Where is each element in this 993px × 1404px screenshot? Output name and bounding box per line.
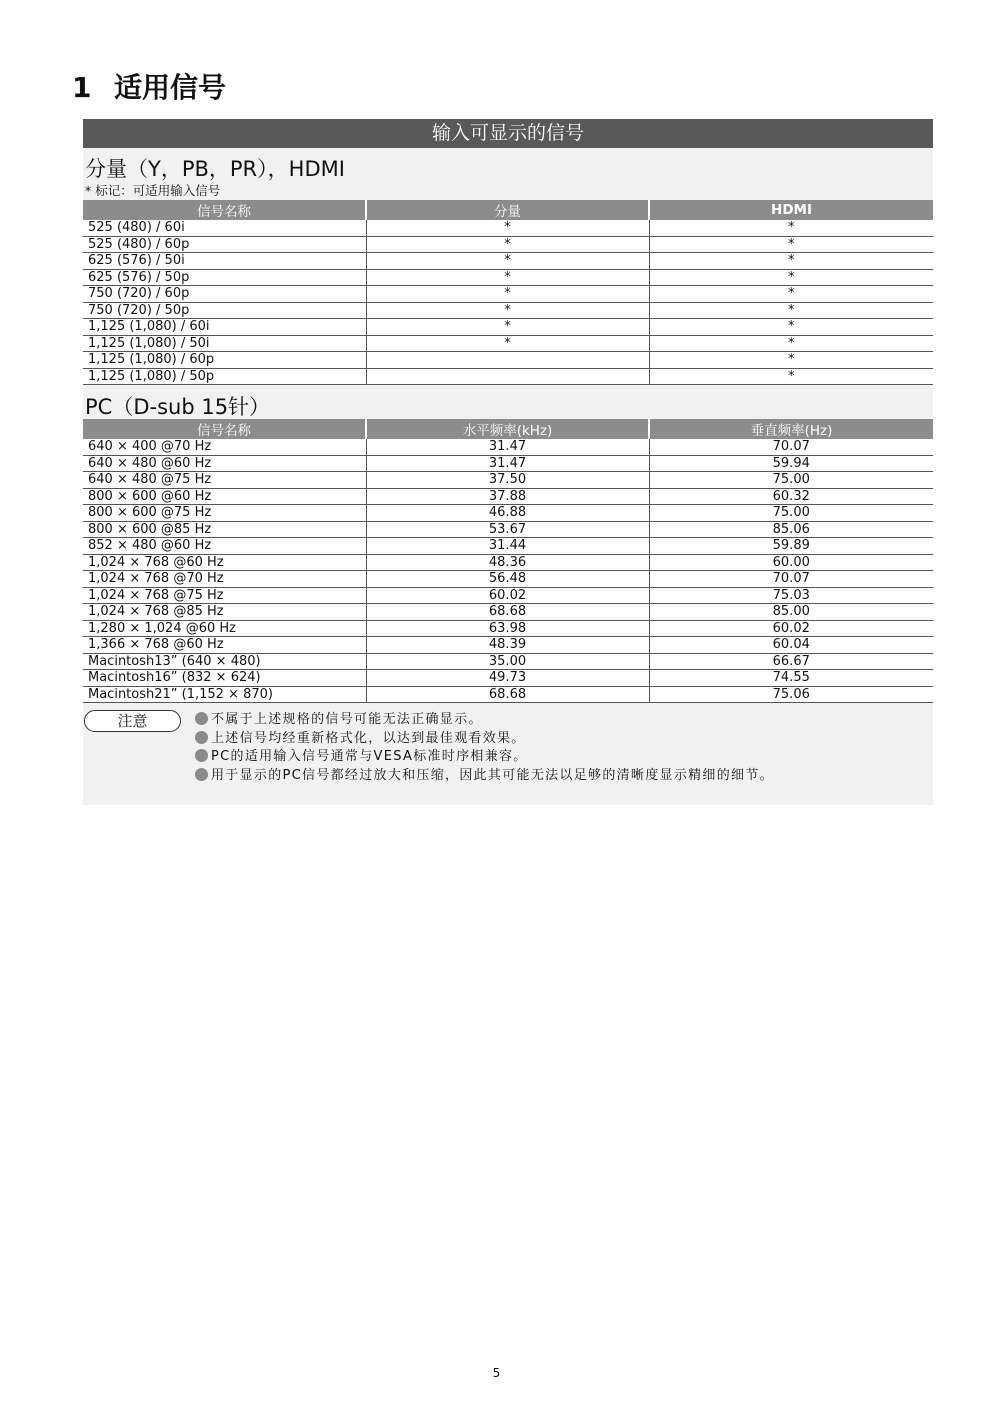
signal-name-cell: 1,366 × 768 @60 Hz <box>83 637 366 654</box>
page-number: 5 <box>492 1366 501 1380</box>
section-title-text: 适用信号 <box>114 71 227 104</box>
caution-notes <box>195 711 774 785</box>
value-cell: 59.94 <box>649 455 933 472</box>
caution-note-text: 用于显示的PC信号都经过放大和压缩，因此其可能无法以足够的清晰度显示精细的细节。 <box>211 767 774 783</box>
signal-name-cell: 1,125 (1,080) / 60i <box>83 319 366 336</box>
signal-name-cell: 800 × 600 @60 Hz <box>83 488 366 505</box>
signal-name-cell: 525 (480) / 60p <box>83 236 366 253</box>
table-row <box>83 505 933 522</box>
pc-table-body <box>83 439 933 703</box>
table-row <box>83 686 933 703</box>
bullet-icon <box>195 712 208 725</box>
table-row <box>83 538 933 555</box>
value-cell: 66.67 <box>649 653 933 670</box>
value-cell: * <box>649 335 933 352</box>
pc-heading-text: PC（D-sub 15针） <box>85 395 271 419</box>
table-row <box>83 236 933 253</box>
value-cell: 63.98 <box>366 620 649 637</box>
section-title <box>72 66 226 106</box>
value-cell: 56.48 <box>366 571 649 588</box>
component-heading <box>85 153 345 183</box>
value-cell: 85.06 <box>649 521 933 538</box>
table-row <box>83 587 933 604</box>
value-cell: 60.32 <box>649 488 933 505</box>
table-row <box>83 554 933 571</box>
section-number: 1 <box>72 71 92 104</box>
signal-name-cell: 1,024 × 768 @70 Hz <box>83 571 366 588</box>
caution-note-text: PC的适用输入信号通常与VESA标准时序相兼容。 <box>211 749 528 764</box>
caution-note <box>195 711 774 730</box>
table-row <box>83 286 933 303</box>
signals-panel <box>83 119 933 805</box>
signal-name-cell: 800 × 600 @85 Hz <box>83 521 366 538</box>
value-cell: 60.00 <box>649 554 933 571</box>
bullet-icon <box>195 731 208 744</box>
value-cell: * <box>649 319 933 336</box>
table-header-row <box>83 200 933 220</box>
value-cell: * <box>649 253 933 270</box>
signal-name-cell: 1,280 × 1,024 @60 Hz <box>83 620 366 637</box>
value-cell: * <box>366 335 649 352</box>
signal-name-cell: Macintosh21” (1,152 × 870) <box>83 686 366 703</box>
asterisk-note: * 标记：可适用输入信号 <box>85 183 221 198</box>
signal-name-cell: 640 × 400 @70 Hz <box>83 439 366 455</box>
table-row <box>83 521 933 538</box>
value-cell: * <box>649 269 933 286</box>
table-row <box>83 319 933 336</box>
signal-name-cell: 750 (720) / 50p <box>83 302 366 319</box>
table-row <box>83 637 933 654</box>
value-cell: 59.89 <box>649 538 933 555</box>
value-cell: 37.50 <box>366 472 649 489</box>
caution-note-text: 上述信号均经重新格式化，以达到最佳观看效果。 <box>211 730 526 746</box>
signal-name-cell: 1,024 × 768 @85 Hz <box>83 604 366 621</box>
table-header-row <box>83 419 933 439</box>
signal-name-cell: 1,125 (1,080) / 50p <box>83 368 366 385</box>
value-cell: 75.00 <box>649 472 933 489</box>
signal-name-cell: 625 (576) / 50p <box>83 269 366 286</box>
value-cell: 37.88 <box>366 488 649 505</box>
value-cell: 48.36 <box>366 554 649 571</box>
panel-banner: 输入可显示的信号 <box>83 119 933 148</box>
table-row <box>83 253 933 270</box>
component-signal-table <box>83 200 933 385</box>
column-header-signal-name: 信号名称 <box>83 419 366 439</box>
value-cell: 48.39 <box>366 637 649 654</box>
signal-name-cell: 852 × 480 @60 Hz <box>83 538 366 555</box>
value-cell: * <box>649 368 933 385</box>
signal-name-cell: 1,024 × 768 @60 Hz <box>83 554 366 571</box>
value-cell: 70.07 <box>649 439 933 455</box>
value-cell: 49.73 <box>366 670 649 687</box>
value-cell: 31.47 <box>366 455 649 472</box>
value-cell: 60.02 <box>649 620 933 637</box>
value-cell: 75.06 <box>649 686 933 703</box>
table-row <box>83 302 933 319</box>
column-header-signal-name: 信号名称 <box>83 200 366 220</box>
table-row <box>83 335 933 352</box>
component-heading-text: 分量（Y，PB，PR），HDMI <box>85 157 345 181</box>
table-row <box>83 653 933 670</box>
value-cell: * <box>366 220 649 236</box>
value-cell: 70.07 <box>649 571 933 588</box>
value-cell: 75.00 <box>649 505 933 522</box>
value-cell: * <box>649 220 933 236</box>
value-cell: * <box>366 236 649 253</box>
caution-badge: 注意 <box>84 710 181 732</box>
value-cell: 85.00 <box>649 604 933 621</box>
signal-name-cell: Macintosh13” (640 × 480) <box>83 653 366 670</box>
value-cell: 68.68 <box>366 604 649 621</box>
signal-name-cell: 1,125 (1,080) / 60p <box>83 352 366 369</box>
table-row <box>83 455 933 472</box>
value-cell: 60.02 <box>366 587 649 604</box>
signal-name-cell: 640 × 480 @60 Hz <box>83 455 366 472</box>
signal-name-cell: Macintosh16” (832 × 624) <box>83 670 366 687</box>
value-cell: 53.67 <box>366 521 649 538</box>
value-cell: * <box>366 286 649 303</box>
value-cell: * <box>366 253 649 270</box>
signal-name-cell: 1,125 (1,080) / 50i <box>83 335 366 352</box>
value-cell: * <box>649 236 933 253</box>
caution-note-text: 不属于上述规格的信号可能无法正确显示。 <box>211 712 483 727</box>
value-cell: * <box>649 286 933 303</box>
value-cell: 60.04 <box>649 637 933 654</box>
column-header-vertical-frequency: 垂直频率(Hz) <box>649 419 933 439</box>
signal-name-cell: 800 × 600 @75 Hz <box>83 505 366 522</box>
caution-note <box>195 730 774 749</box>
signal-name-cell: 1,024 × 768 @75 Hz <box>83 587 366 604</box>
component-table-body <box>83 220 933 385</box>
pc-signal-table <box>83 419 933 703</box>
pc-heading <box>85 391 270 421</box>
table-row <box>83 368 933 385</box>
bullet-icon <box>195 768 208 781</box>
signal-name-cell: 525 (480) / 60i <box>83 220 366 236</box>
value-cell: 46.88 <box>366 505 649 522</box>
value-cell <box>366 352 649 369</box>
signal-name-cell: 640 × 480 @75 Hz <box>83 472 366 489</box>
table-row <box>83 439 933 455</box>
value-cell: * <box>649 302 933 319</box>
signal-name-cell: 625 (576) / 50i <box>83 253 366 270</box>
caution-note <box>195 748 774 767</box>
bullet-icon <box>195 749 208 762</box>
table-row <box>83 604 933 621</box>
value-cell: 75.03 <box>649 587 933 604</box>
column-header-component: 分量 <box>366 200 649 220</box>
value-cell: 35.00 <box>366 653 649 670</box>
value-cell <box>366 368 649 385</box>
value-cell: 31.44 <box>366 538 649 555</box>
table-row <box>83 670 933 687</box>
value-cell: 68.68 <box>366 686 649 703</box>
table-row <box>83 488 933 505</box>
value-cell: * <box>366 319 649 336</box>
signal-name-cell: 750 (720) / 60p <box>83 286 366 303</box>
table-row <box>83 269 933 286</box>
value-cell: 31.47 <box>366 439 649 455</box>
table-row <box>83 620 933 637</box>
table-row <box>83 571 933 588</box>
caution-note <box>195 767 774 786</box>
table-row <box>83 220 933 236</box>
value-cell: * <box>649 352 933 369</box>
value-cell: * <box>366 269 649 286</box>
column-header-horizontal-frequency: 水平频率(kHz) <box>366 419 649 439</box>
value-cell: 74.55 <box>649 670 933 687</box>
value-cell: * <box>366 302 649 319</box>
column-header-hdmi: HDMI <box>649 200 933 220</box>
table-row <box>83 352 933 369</box>
table-row <box>83 472 933 489</box>
